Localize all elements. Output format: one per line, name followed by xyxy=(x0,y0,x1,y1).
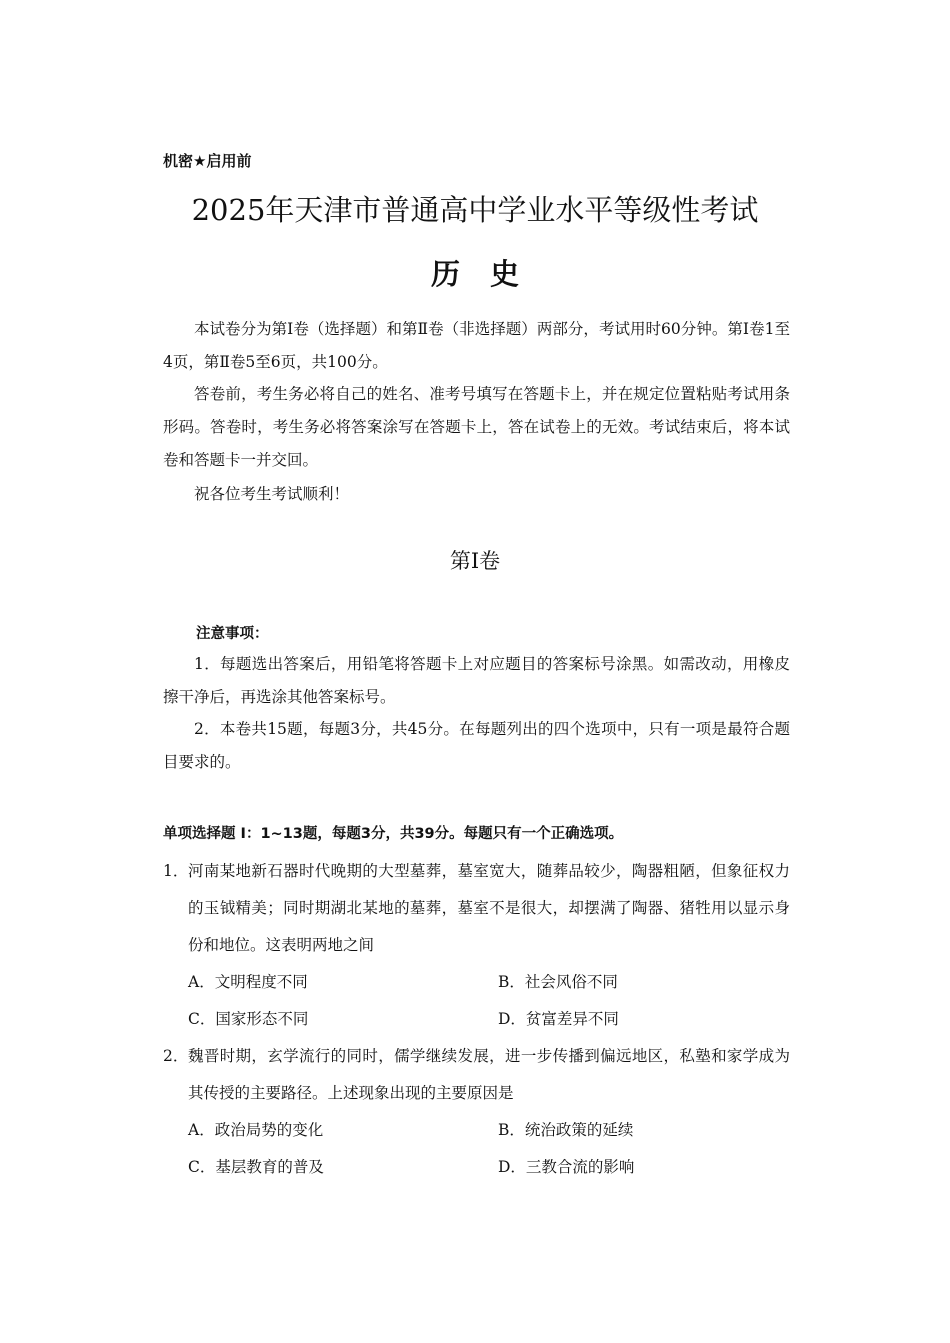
notice-item-1: 1．每题选出答案后，用铅笔将答题卡上对应题目的答案标号涂黑。如需改动，用橡皮擦干净后，再选涂其他答案标号。 xyxy=(163,655,790,706)
question-stem: 河南某地新石器时代晚期的大型墓葬，墓室宽大，随葬品较少，陶器粗陋，但象征权力的玉钺精美；同时期湖北某地的墓葬，墓室不是很大，却摆满了陶器、猪牲用以显示身份和地位。这表明两地之间 xyxy=(188,862,790,954)
question-2-option-b: B．统治政策的延续 xyxy=(498,1121,634,1139)
question-stem: 魏晋时期，玄学流行的同时，儒学继续发展，进一步传播到偏远地区，私塾和家学成为其传授的主要路径。上述现象出现的主要原因是 xyxy=(188,1047,790,1102)
notice-item-2: 2．本卷共15题，每题3分，共45分。在每题列出的四个选项中，只有一项是最符合题目要求的。 xyxy=(163,720,790,771)
question-1-option-a: A．文明程度不同 xyxy=(188,973,308,991)
section-heading: 单项选择题 Ⅰ：1~13题，每题3分，共39分。每题只有一个正确选项。 xyxy=(163,826,624,842)
question-number: 1． xyxy=(163,862,189,880)
intro-paragraph-2: 答卷前，考生务必将自己的姓名、准考号填写在答题卡上，并在规定位置粘贴考试用条形码。答卷时，考生务必将答案涂写在答题卡上，答在试卷上的无效。考试结束后，将本试卷和答题卡一并交回。 xyxy=(163,385,790,469)
exam-title: 2025年天津市普通高中学业水平等级性考试 xyxy=(191,193,759,227)
question-2-option-c: C．基层教育的普及 xyxy=(188,1158,324,1176)
intro-paragraph-1: 本试卷分为第Ⅰ卷（选择题）和第Ⅱ卷（非选择题）两部分，考试用时60分钟。第Ⅰ卷1至4页，第Ⅱ卷5至6页，共100分。 xyxy=(163,320,790,371)
intro-paragraph-3: 祝各位考生考试顺利！ xyxy=(194,485,350,503)
question-1-option-c: C．国家形态不同 xyxy=(188,1010,309,1028)
question-2 xyxy=(163,1038,790,1112)
notice-heading: 注意事项： xyxy=(196,626,269,642)
confidential-mark: 机密★启用前 xyxy=(163,152,252,170)
question-2-option-d: D．三教合流的影响 xyxy=(498,1158,635,1176)
question-1-option-b: B．社会风俗不同 xyxy=(498,973,618,991)
question-1-option-d: D．贫富差异不同 xyxy=(498,1010,619,1028)
volume-title: 第Ⅰ卷 xyxy=(449,549,501,573)
subject-title: 历史 xyxy=(430,257,549,291)
question-1 xyxy=(163,853,790,964)
question-2-option-a: A．政治局势的变化 xyxy=(188,1121,324,1139)
question-number: 2． xyxy=(163,1047,189,1065)
